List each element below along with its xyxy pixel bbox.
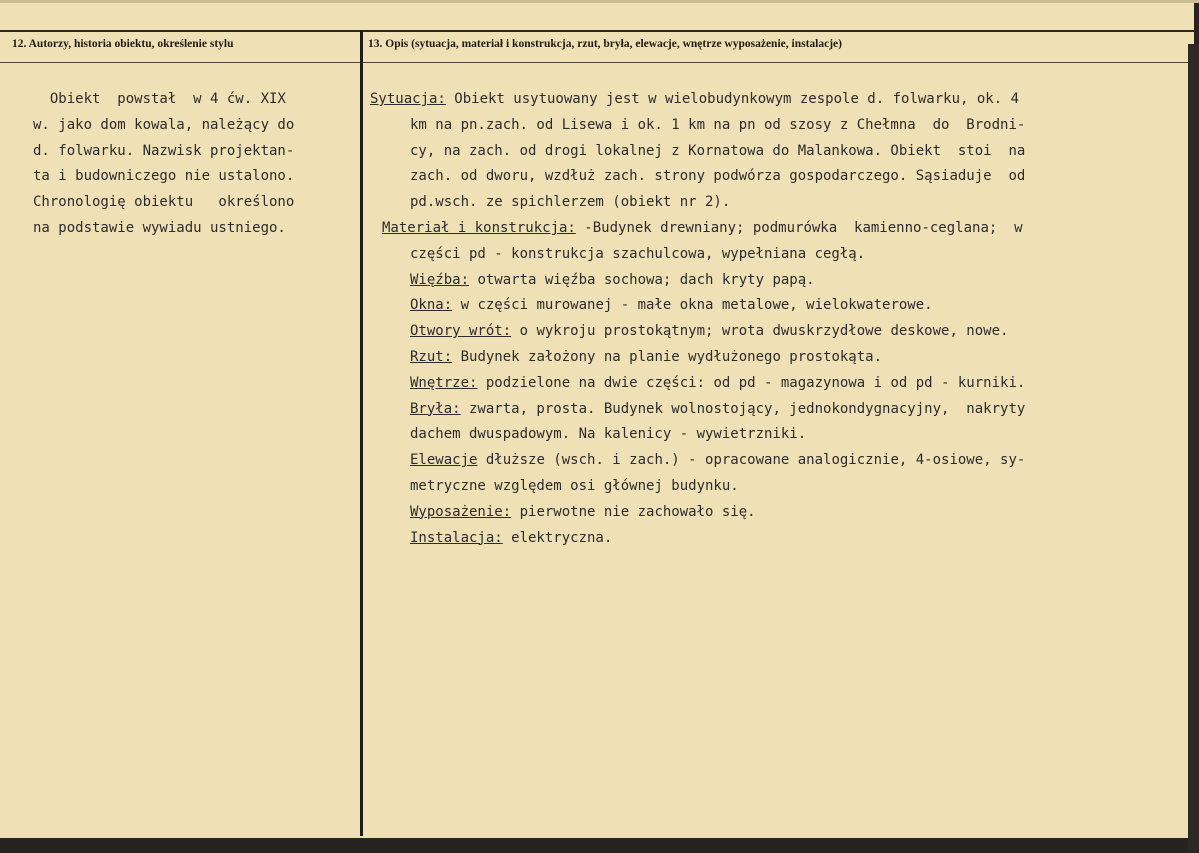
wyposazenie-line: [370, 500, 1150, 526]
text-line: elektryczna.: [502, 529, 613, 546]
section-13-text: [370, 87, 1150, 551]
elewacje-line: [370, 448, 1150, 474]
page-top-edge: [0, 0, 1199, 3]
text-line: Obiekt powstał w 4 ćw. XIX: [33, 91, 286, 107]
text-line: zwarta, prosta. Budynek wolnostojący, jednokondygnacyjny, nakryty: [460, 400, 1026, 417]
material-label: Materiał i konstrukcja:: [382, 219, 576, 236]
text-line: o wykroju prostokątnym; wrota dwuskrzydłowe deskowe, nowe.: [511, 323, 1009, 340]
text-line: dachem dwuspadowym. Na kalenicy - wywietrzniki.: [410, 426, 807, 443]
text-line: pierwotne nie zachowało się.: [511, 503, 756, 520]
wiezba-line: [370, 268, 1150, 294]
section-12-text: [33, 87, 348, 242]
sytuacja-line: [370, 87, 1150, 113]
rzut-label: Rzut:: [410, 348, 453, 365]
header-divider-line: [0, 62, 1194, 63]
text-line: w części murowanej - małe okna metalowe, wielokwaterowe.: [452, 297, 933, 314]
wnetrze-label: Wnętrze:: [410, 374, 478, 391]
text-line: cy, na zach. od drogi lokalnej z Kornatowa do Malankowa. Obiekt stoi na: [410, 142, 1026, 159]
okna-label: Okna:: [410, 297, 453, 314]
bryla-label: Bryła:: [410, 400, 461, 417]
column-divider-line: [360, 30, 363, 836]
sytuacja-label: Sytuacja:: [370, 91, 446, 107]
material-line: [370, 216, 1150, 242]
bryla-line: [370, 397, 1150, 423]
section-12-header: 12. Autorzy, historia obiektu, określenie stylu: [12, 38, 234, 50]
wiezba-label: Więźba:: [410, 271, 470, 288]
text-line: ta i budowniczego nie ustalono.: [33, 168, 295, 185]
text-line: pd.wsch. ze spichlerzem (obiekt nr 2).: [410, 194, 731, 211]
text-line: na podstawie wywiadu ustniego.: [33, 219, 286, 236]
otwory-label: Otwory wrót:: [410, 323, 512, 340]
text-line: Chronologię obiektu określono: [33, 194, 295, 211]
text-line: zach. od dworu, wzdłuż zach. strony podwórza gospodarczego. Sąsiaduje od: [410, 168, 1026, 185]
text-line: -Budynek drewniany; podmurówka kamienno-ceglana; w: [575, 219, 1023, 236]
text-line: części pd - konstrukcja szachulcowa, wypełniana cegłą.: [410, 245, 866, 262]
section-13-header: 13. Opis (sytuacja, materiał i konstrukcja, rzut, bryła, elewacje, wnętrze wyposażenie, instalacje): [368, 38, 842, 50]
otwory-line: [370, 319, 1150, 345]
instalacja-line: [370, 526, 1150, 552]
rzut-line: [370, 345, 1150, 371]
text-line: dłuższe (wsch. i zach.) - opracowane analogicznie, 4-osiowe, sy-: [477, 452, 1026, 469]
text-line: w. jako dom kowala, należący do: [33, 116, 295, 133]
text-line: Budynek założony na planie wydłużonego prostokąta.: [452, 348, 883, 365]
top-border-line: [0, 30, 1194, 32]
text-line: otwarta więźba sochowa; dach kryty papą.: [469, 271, 815, 288]
wnetrze-line: [370, 371, 1150, 397]
wyposazenie-label: Wyposażenie:: [410, 503, 512, 520]
okna-line: [370, 293, 1150, 319]
text-line: d. folwarku. Nazwisk projektan-: [33, 142, 295, 159]
text-line: podzielone na dwie części: od pd - magazynowa i od pd - kurniki.: [477, 374, 1026, 391]
instalacja-label: Instalacja:: [410, 529, 503, 546]
scan-right-edge: [1188, 44, 1199, 853]
text-line: metryczne względem osi głównej budynku.: [410, 477, 739, 494]
text-line: Obiekt usytuowany jest w wielobudynkowym zespole d. folwarku, ok. 4: [445, 91, 1020, 107]
elewacje-label: Elewacje: [410, 452, 478, 469]
text-line: km na pn.zach. od Lisewa i ok. 1 km na pn od szosy z Chełmna do Brodni-: [410, 116, 1026, 133]
